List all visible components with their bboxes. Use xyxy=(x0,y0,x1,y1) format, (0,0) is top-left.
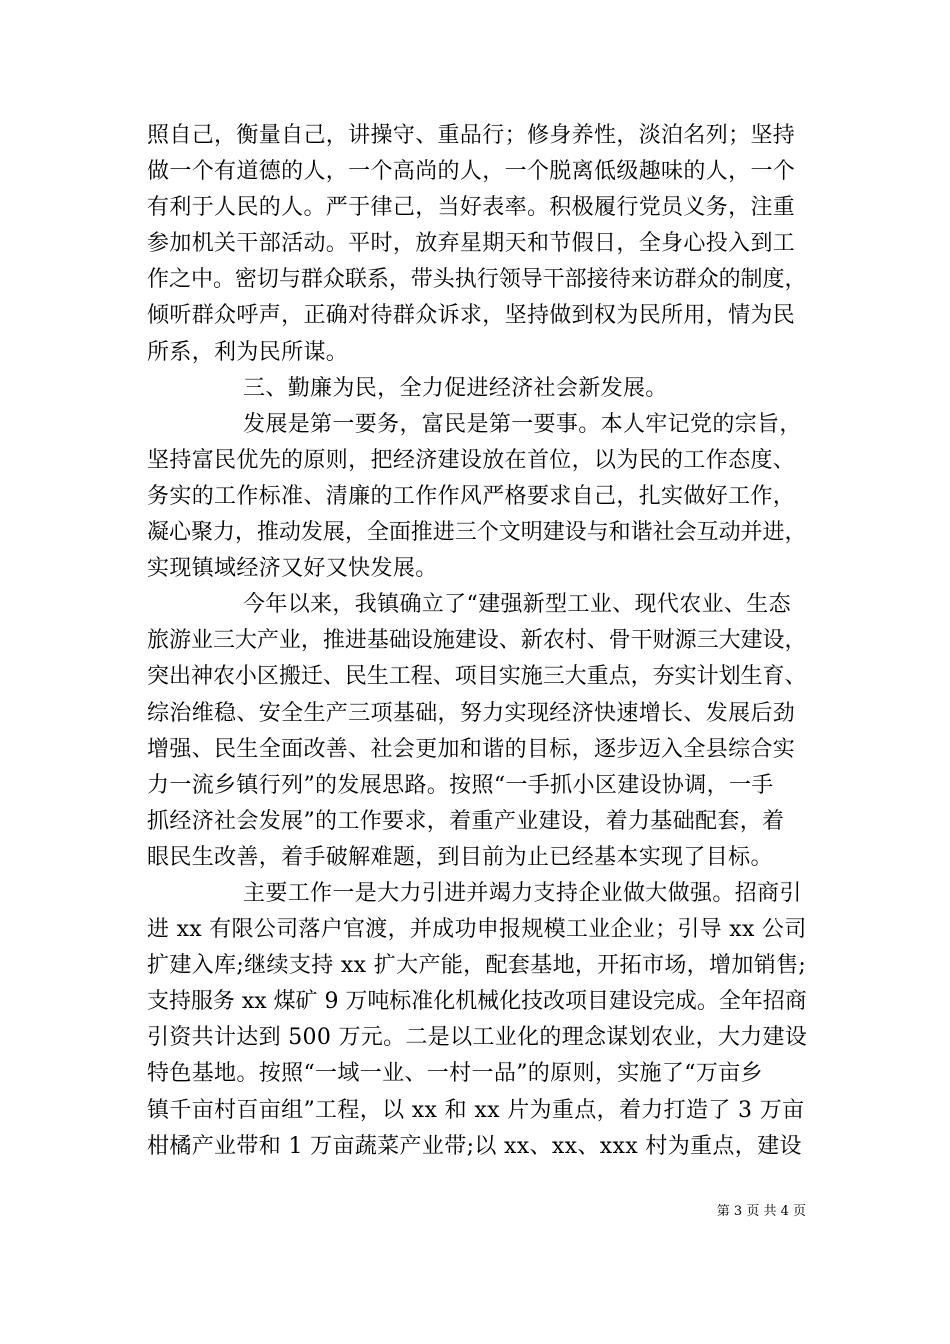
text-line: 做一个有道德的人，一个高尚的人，一个脱离低级趣味的人，一个 xyxy=(147,159,796,185)
text-line: 扩建入库;继续支持 xx 扩大产能，配套基地，开拓市场，增加销售; xyxy=(147,953,807,979)
text-line: 凝心聚力，推动发展，全面推进三个文明建设与和谐社会互动并进， xyxy=(147,520,807,546)
text-line: 今年以来，我镇确立了“建强新型工业、现代农业、生态 xyxy=(243,592,791,618)
text-line: 务实的工作标准、清廉的工作作风严格要求自己，扎实做好工作， xyxy=(147,483,796,509)
text-line: 作之中。密切与群众联系，带头执行领导干部接待来访群众的制度， xyxy=(147,267,807,293)
text-line: 所系，利为民所谋。 xyxy=(147,339,349,365)
text-line: 柑橘产业带和 1 万亩蔬菜产业带;以 xx、xx、xxx 村为重点，建设 xyxy=(147,1133,802,1159)
text-line: 镇千亩村百亩组”工程，以 xx 和 xx 片为重点，着力打造了 3 万亩 xyxy=(147,1097,805,1123)
page-number: 第 3 页 共 4 页 xyxy=(716,1204,806,1219)
text-line: 三、勤廉为民，全力促进经济社会新发展。 xyxy=(243,375,668,401)
body-text xyxy=(147,118,807,1165)
text-line: 增强、民生全面改善、社会更加和谐的目标，逐步迈入全县综合实 xyxy=(147,736,796,762)
text-line: 倾听群众呼声，正确对待群众诉求，坚持做到权为民所用，情为民 xyxy=(147,303,796,329)
text-line: 突出神农小区搬迁、民生工程、项目实施三大重点，夯实计划生育、 xyxy=(147,664,807,690)
text-line: 参加机关干部活动。平时，放弃星期天和节假日，全身心投入到工 xyxy=(147,231,796,257)
text-line: 发展是第一要务，富民是第一要事。本人牢记党的宗旨， xyxy=(243,411,802,437)
text-line: 有利于人民的人。严于律己，当好表率。积极履行党员义务，注重 xyxy=(147,195,796,221)
text-line: 力一流乡镇行列”的发展思路。按照“一手抓小区建设协调，一手 xyxy=(147,772,774,798)
text-line: 支持服务 xx 煤矿 9 万吨标准化机械化技改项目建设完成。全年招商 xyxy=(147,989,807,1015)
text-line: 眼民生改善，着手破解难题，到目前为止已经基本实现了目标。 xyxy=(147,844,773,870)
text-line: 实现镇域经济又好又快发展。 xyxy=(147,556,438,582)
text-line: 综治维稳、安全生产三项基础，努力实现经济快速增长、发展后劲 xyxy=(147,700,796,726)
text-line: 进 xx 有限公司落户官渡，并成功申报规模工业企业；引导 xx 公司 xyxy=(147,917,807,943)
text-line: 照自己，衡量自己，讲操守、重品行；修身养性，淡泊名列；坚持 xyxy=(147,123,796,148)
text-line: 特色基地。按照“一域一业、一村一品”的原则，实施了“万亩乡 xyxy=(147,1061,763,1087)
text-line: 抓经济社会发展”的工作要求，着重产业建设，着力基础配套，着 xyxy=(147,808,785,834)
text-line: 旅游业三大产业，推进基础设施建设、新农村、骨干财源三大建设， xyxy=(147,628,807,654)
text-line: 坚持富民优先的原则，把经济建设放在首位，以为民的工作态度、 xyxy=(147,447,796,473)
text-line: 主要工作一是大力引进并竭力支持企业做大做强。招商引 xyxy=(243,880,802,906)
text-line: 引资共计达到 500 万元。二是以工业化的理念谋划农业，大力建设 xyxy=(147,1025,808,1051)
